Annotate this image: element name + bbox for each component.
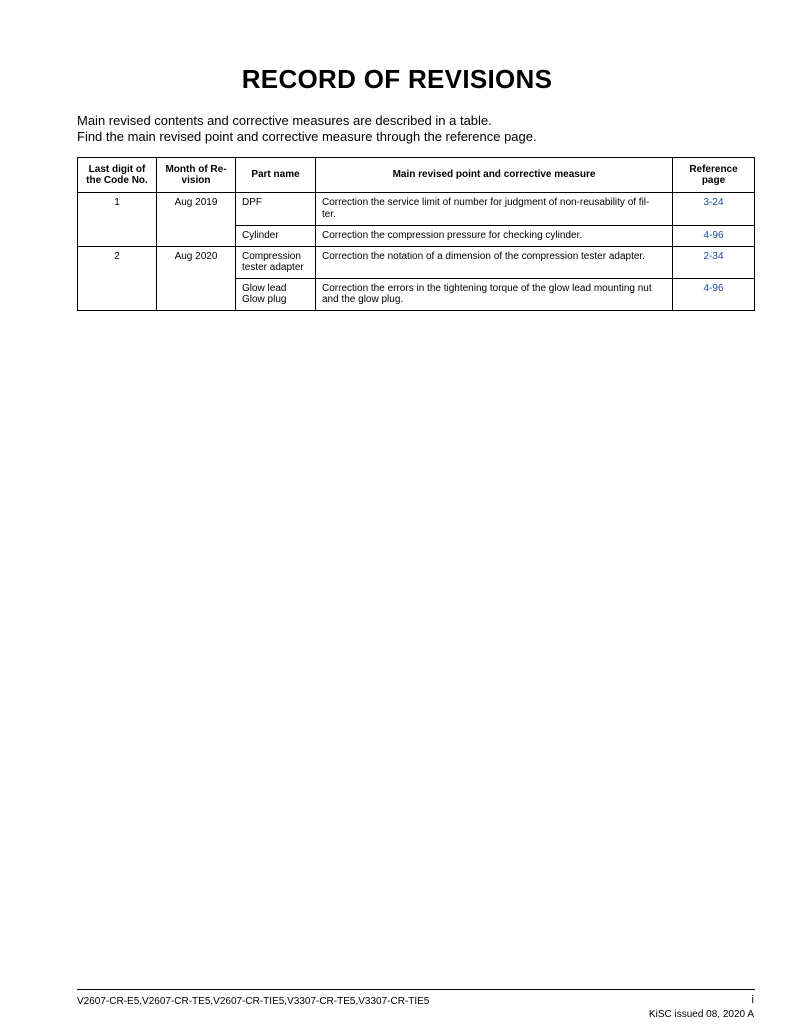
issue-note: KiSC issued 08, 2020 A [648, 1009, 754, 1020]
revisions-table [77, 157, 755, 311]
revision-month-cell: Aug 2020 [157, 246, 236, 310]
reference-cell [673, 193, 755, 226]
revision-month-cell: Aug 2019 [157, 193, 236, 247]
code-digit-cell: 2 [78, 246, 157, 310]
measure-cell: Correction the compression pressure for checking cylinder. [316, 226, 673, 247]
intro-text [77, 113, 537, 145]
table-row [78, 246, 755, 278]
header-measure: Main revised point and corrective measure [316, 158, 673, 193]
reference-link[interactable]: 4-96 [703, 230, 724, 241]
footer-model-list: V2607-CR-E5,V2607-CR-TE5,V2607-CR-TIE5,V3307-CR-TE5,V3307-CR-TIE5 [77, 996, 430, 1007]
reference-link[interactable]: 3-24 [703, 197, 724, 208]
header-reference-page: Reference page [673, 158, 755, 193]
code-digit-cell: 1 [78, 193, 157, 247]
part-name-cell: Cylinder [236, 226, 316, 247]
intro-line-2: Find the main revised point and corrective measure through the reference page. [77, 129, 537, 144]
footer-divider [77, 989, 755, 990]
page-number: i [751, 994, 754, 1006]
measure-cell: Correction the errors in the tightening torque of the glow lead mounting nut and the glow plug. [316, 278, 673, 310]
table-header-row [78, 158, 755, 193]
table-row [78, 193, 755, 226]
reference-link[interactable]: 4-96 [703, 282, 724, 294]
header-code-digit: Last digit of the Code No. [78, 158, 157, 193]
reference-link[interactable]: 2-34 [703, 250, 724, 262]
reference-cell [673, 246, 755, 278]
part-name-cell: DPF [236, 193, 316, 226]
header-month: Month of Re- vision [157, 158, 236, 193]
page-title: RECORD OF REVISIONS [241, 64, 553, 94]
measure-cell: Correction the service limit of number for judgment of non-reusability of fil- ter. [316, 193, 673, 226]
intro-line-1: Main revised contents and corrective measures are described in a table. [77, 113, 492, 128]
reference-cell [673, 226, 755, 247]
reference-cell [673, 278, 755, 310]
measure-cell: Correction the notation of a dimension of the compression tester adapter. [316, 246, 673, 278]
part-name-cell: Glow lead Glow plug [236, 278, 316, 310]
part-name-cell: Compression tester adapter [236, 246, 316, 278]
header-part-name: Part name [236, 158, 316, 193]
